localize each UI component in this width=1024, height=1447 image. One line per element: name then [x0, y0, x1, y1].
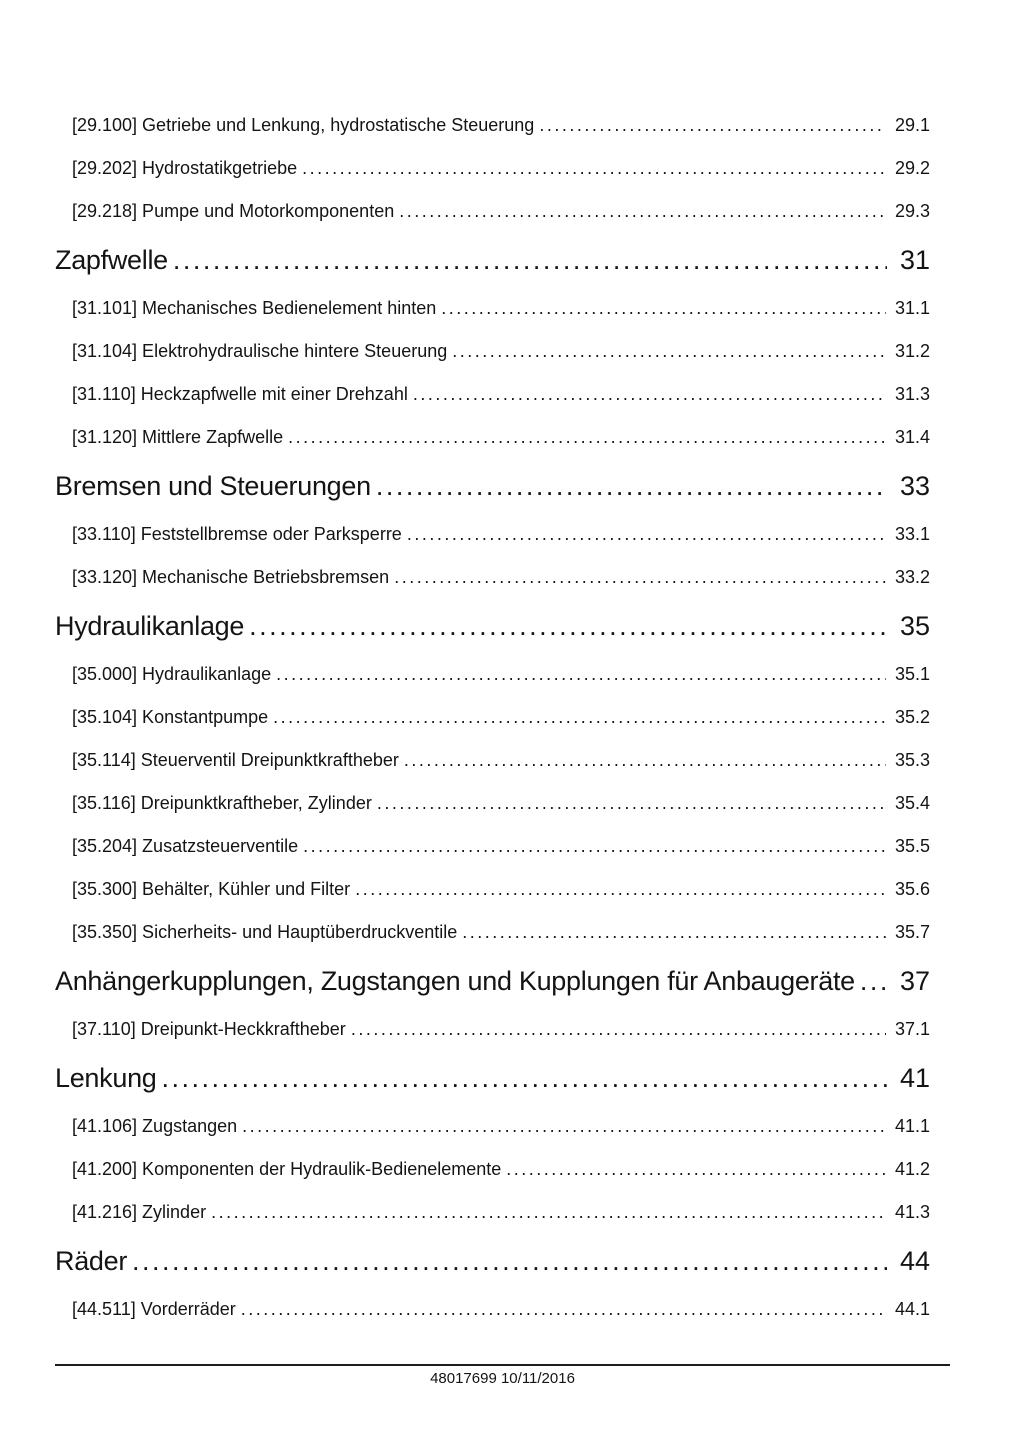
toc-entry-page-number: 31.4	[894, 427, 930, 447]
dot-leader	[860, 954, 887, 1008]
toc-sub-entry	[55, 1008, 930, 1051]
toc-sub-entry	[55, 911, 930, 954]
toc-entry-page-number: 33	[899, 471, 930, 501]
toc-entry-page-number: 41.1	[894, 1116, 930, 1136]
toc-entry-label: Zapfwelle	[55, 245, 168, 275]
toc-entry-page-number: 35.5	[894, 836, 930, 856]
dot-leader	[288, 416, 886, 459]
toc-sub-entry	[55, 653, 930, 696]
toc-entry-label: [35.300] Behälter, Kühler und Filter	[72, 879, 351, 899]
dot-leader	[162, 1051, 887, 1105]
toc-sub-entry	[55, 1191, 930, 1234]
toc-sub-entry	[55, 190, 930, 233]
table-of-contents	[55, 104, 930, 1331]
dot-leader	[376, 459, 887, 513]
toc-sub-entry	[55, 1288, 930, 1331]
dot-leader	[399, 190, 886, 233]
toc-sub-entry	[55, 104, 930, 147]
dot-leader	[249, 599, 887, 653]
footer-divider	[55, 1364, 950, 1366]
toc-sub-entry	[55, 330, 930, 373]
toc-sub-entry	[55, 1148, 930, 1191]
toc-entry-label: [35.350] Sicherheits- und Hauptüberdruckventile	[72, 922, 458, 942]
toc-section-entry	[55, 954, 930, 1008]
dot-leader	[452, 330, 886, 373]
toc-entry-label: [44.511] Vorderräder	[72, 1299, 236, 1319]
toc-entry-page-number: 37	[899, 966, 930, 996]
toc-entry-label: [35.104] Konstantpumpe	[72, 707, 269, 727]
dot-leader	[276, 653, 886, 696]
toc-section-entry	[55, 459, 930, 513]
toc-entry-label: [41.216] Zylinder	[72, 1202, 207, 1222]
toc-sub-entry	[55, 696, 930, 739]
toc-entry-page-number: 44.1	[894, 1299, 930, 1319]
toc-entry-page-number: 35.3	[894, 750, 930, 770]
toc-section-entry	[55, 599, 930, 653]
toc-entry-label: [29.202] Hydrostatikgetriebe	[72, 158, 298, 178]
toc-entry-label: Bremsen und Steuerungen	[55, 471, 371, 501]
dot-leader	[407, 513, 886, 556]
dot-leader	[173, 233, 887, 287]
toc-entry-label: [31.110] Heckzapfwelle mit einer Drehzahl	[72, 384, 408, 404]
toc-entry-page-number: 31	[899, 245, 930, 275]
dot-leader	[211, 1191, 886, 1234]
toc-sub-entry	[55, 868, 930, 911]
toc-entry-label: [35.204] Zusatzsteuerventile	[72, 836, 299, 856]
dot-leader	[273, 696, 886, 739]
toc-sub-entry	[55, 147, 930, 190]
toc-entry-label: Räder	[55, 1246, 128, 1276]
toc-sub-entry	[55, 513, 930, 556]
toc-entry-label: [31.101] Mechanisches Bedienelement hinten	[72, 298, 437, 318]
toc-entry-page-number: 29.1	[894, 115, 930, 135]
dot-leader	[506, 1148, 886, 1191]
toc-entry-label: [33.120] Mechanische Betriebsbremsen	[72, 567, 390, 587]
dot-leader	[241, 1288, 886, 1331]
toc-section-entry	[55, 1051, 930, 1105]
toc-entry-page-number: 31.2	[894, 341, 930, 361]
dot-leader	[404, 739, 886, 782]
toc-entry-page-number: 33.1	[894, 524, 930, 544]
toc-entry-label: [35.000] Hydraulikanlage	[72, 664, 272, 684]
toc-section-entry	[55, 233, 930, 287]
toc-entry-label: Hydraulikanlage	[55, 611, 245, 641]
dot-leader	[302, 147, 886, 190]
toc-section-entry	[55, 1234, 930, 1288]
dot-leader	[394, 556, 886, 599]
footer-doc-info: 48017699 10/11/2016	[430, 1370, 575, 1387]
dot-leader	[132, 1234, 887, 1288]
toc-entry-label: [35.114] Steuerventil Dreipunktkraftheber	[72, 750, 399, 770]
toc-entry-page-number: 33.2	[894, 567, 930, 587]
toc-entry-page-number: 35.2	[894, 707, 930, 727]
toc-sub-entry	[55, 739, 930, 782]
toc-entry-label: [29.100] Getriebe und Lenkung, hydrostatische Steuerung	[72, 115, 535, 135]
toc-entry-label: [41.200] Komponenten der Hydraulik-Bedienelemente	[72, 1159, 502, 1179]
page-footer	[55, 1364, 950, 1387]
toc-entry-label: [31.104] Elektrohydraulische hintere Steuerung	[72, 341, 448, 361]
dot-leader	[462, 911, 886, 954]
toc-entry-label: [41.106] Zugstangen	[72, 1116, 238, 1136]
toc-entry-page-number: 35.6	[894, 879, 930, 899]
dot-leader	[441, 287, 886, 330]
toc-entry-page-number: 41.2	[894, 1159, 930, 1179]
toc-entry-page-number: 35.7	[894, 922, 930, 942]
toc-sub-entry	[55, 373, 930, 416]
toc-entry-page-number: 37.1	[894, 1019, 930, 1039]
toc-entry-label: [35.116] Dreipunktkraftheber, Zylinder	[72, 793, 372, 813]
toc-entry-page-number: 35.4	[894, 793, 930, 813]
toc-entry-page-number: 41.3	[894, 1202, 930, 1222]
toc-entry-page-number: 41	[899, 1063, 930, 1093]
dot-leader	[539, 104, 886, 147]
toc-entry-page-number: 29.2	[894, 158, 930, 178]
dot-leader	[242, 1105, 886, 1148]
toc-sub-entry	[55, 287, 930, 330]
toc-entry-page-number: 31.1	[894, 298, 930, 318]
toc-entry-page-number: 29.3	[894, 201, 930, 221]
toc-entry-page-number: 35.1	[894, 664, 930, 684]
toc-sub-entry	[55, 556, 930, 599]
toc-entry-page-number: 35	[899, 611, 930, 641]
toc-entry-label: [31.120] Mittlere Zapfwelle	[72, 427, 284, 447]
toc-entry-label: Lenkung	[55, 1063, 157, 1093]
dot-leader	[303, 825, 886, 868]
toc-entry-label: Anhängerkupplungen, Zugstangen und Kupplungen für Anbaugeräte	[55, 966, 855, 996]
toc-entry-label: [33.110] Feststellbremse oder Parksperre	[72, 524, 402, 544]
dot-leader	[413, 373, 886, 416]
toc-sub-entry	[55, 1105, 930, 1148]
toc-entry-label: [37.110] Dreipunkt-Heckkraftheber	[72, 1019, 346, 1039]
toc-sub-entry	[55, 825, 930, 868]
toc-entry-page-number: 44	[899, 1246, 930, 1276]
toc-sub-entry	[55, 782, 930, 825]
dot-leader	[355, 868, 886, 911]
dot-leader	[377, 782, 886, 825]
toc-sub-entry	[55, 416, 930, 459]
toc-entry-label: [29.218] Pumpe und Motorkomponenten	[72, 201, 395, 221]
toc-entry-page-number: 31.3	[894, 384, 930, 404]
dot-leader	[351, 1008, 886, 1051]
